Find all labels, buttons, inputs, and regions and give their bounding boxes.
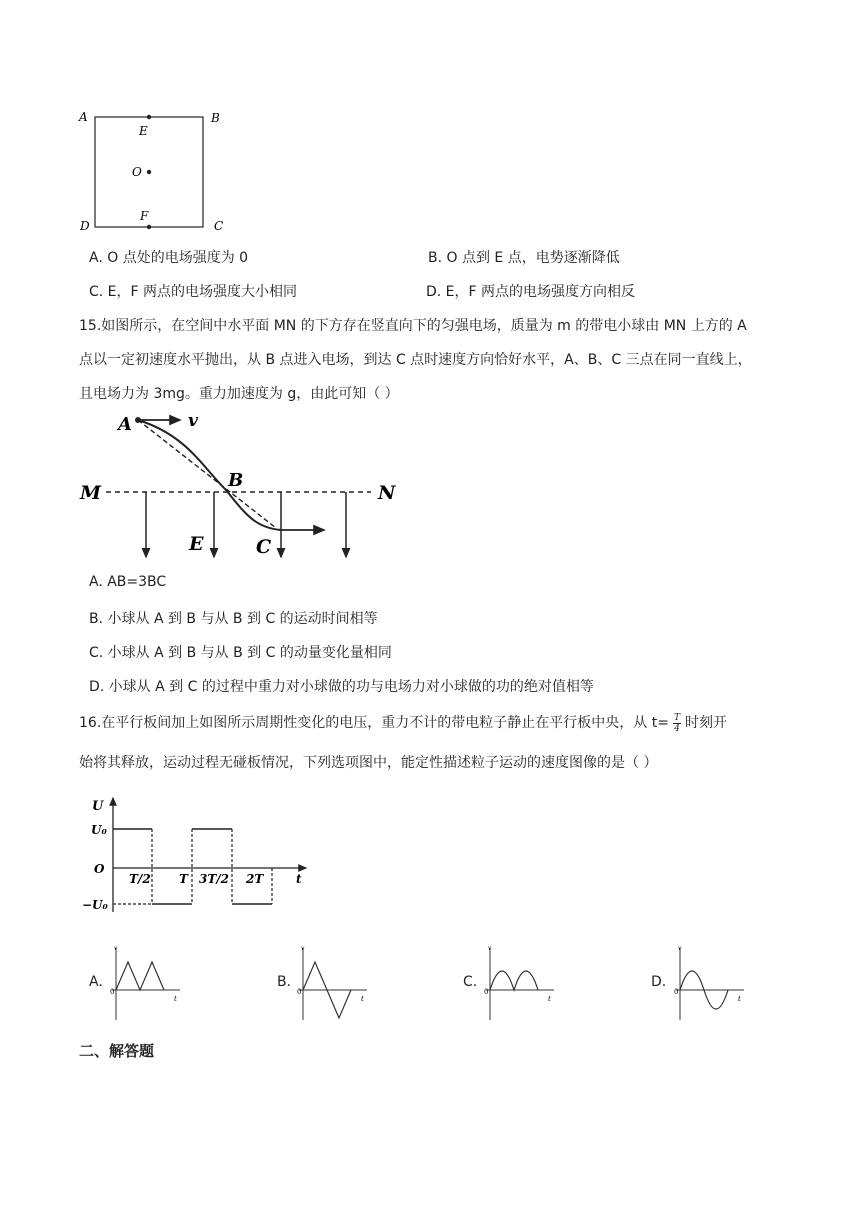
tick-t: T <box>179 872 188 886</box>
label-e: E <box>139 124 148 138</box>
voltage-graph <box>82 792 322 917</box>
q15-option-d: D. 小球从 A 到 C 的过程中重力对小球做的功与电场力对小球做的功的绝对值相等 <box>89 679 594 695</box>
axis-v: v <box>488 945 492 952</box>
q14-option-c: C. E，F 两点的电场强度大小相同 <box>89 284 298 300</box>
q16-line-1-prefix: 16.在平行板间加上如图所示周期性变化的电压，重力不计的带电粒子静止在平行板中央，从 t= <box>79 715 669 731</box>
axis-v: v <box>301 945 305 952</box>
q14-option-d: D. E，F 两点的电场强度方向相反 <box>426 284 636 300</box>
trajectory-figure <box>76 410 406 570</box>
fraction-t-over-4 <box>673 713 681 734</box>
origin-label: O <box>94 862 105 876</box>
axis-v: v <box>114 945 118 952</box>
axis-o: 0 <box>110 988 115 996</box>
q16-line-1 <box>79 710 727 736</box>
label-a: A <box>118 414 132 435</box>
label-m: M <box>80 482 102 504</box>
q15-option-b: B. 小球从 A 到 B 与从 B 到 C 的运动时间相等 <box>89 611 378 627</box>
q16-line-2: 始将其释放，运动过程无碰板情况，下列选项图中，能定性描述粒子运动的速度图像的是（ ） <box>79 755 658 771</box>
axis-t: t <box>548 995 551 1003</box>
option-b-graph <box>295 944 375 1024</box>
u0-label: U₀ <box>91 823 107 837</box>
label-f: F <box>140 209 149 223</box>
section-title: 二、解答题 <box>79 1042 155 1060</box>
q16-option-b-label: B. <box>277 974 292 990</box>
label-b: B <box>228 470 244 491</box>
q14-option-a: A. O 点处的电场强度为 0 <box>89 250 249 266</box>
label-d: D <box>80 219 90 233</box>
axis-o: 0 <box>297 988 302 996</box>
q16-option-a-label: A. <box>89 974 103 990</box>
axis-v: v <box>678 945 682 952</box>
tick-2t: 2T <box>246 872 264 886</box>
q16-line-1-suffix: 时刻开 <box>684 715 727 731</box>
q14-option-b: B. O 点到 E 点，电势逐渐降低 <box>428 250 620 266</box>
q16-option-c-label: C. <box>463 974 478 990</box>
x-axis-label: t <box>296 872 302 886</box>
q15-line-2: 点以一定初速度水平抛出，从 B 点进入电场，到达 C 点时速度方向恰好水平，A、B、C 三点在同一直线上， <box>79 352 752 368</box>
label-e: E <box>189 533 204 555</box>
axis-o: 0 <box>484 988 489 996</box>
label-n: N <box>378 482 396 504</box>
tick-t-half: T/2 <box>129 872 151 886</box>
label-b: B <box>211 111 220 125</box>
neg-u0-label: −U₀ <box>82 898 108 912</box>
q15-line-3: 且电场力为 3mg。重力加速度为 g，由此可知（ ） <box>79 386 399 402</box>
label-a: A <box>79 110 88 124</box>
y-axis-label: U <box>92 799 104 814</box>
axis-o: 0 <box>674 988 679 996</box>
q15-option-a: A. AB=3BC <box>89 574 167 590</box>
option-a-graph <box>108 944 188 1024</box>
label-o: O <box>132 165 142 179</box>
option-c-graph <box>482 944 562 1024</box>
label-v: v <box>188 411 198 431</box>
tick-3t-half: 3T/2 <box>199 872 230 886</box>
q15-line-1: 15.如图所示，在空间中水平面 MN 的下方存在竖直向下的匀强电场，质量为 m 的带电小球由 MN 上方的 A <box>79 318 747 334</box>
fraction-numerator: T <box>673 712 680 723</box>
q16-option-d-label: D. <box>651 974 667 990</box>
q15-option-c: C. 小球从 A 到 B 与从 B 到 C 的动量变化量相同 <box>89 645 392 661</box>
option-d-graph <box>672 944 752 1024</box>
axis-t: t <box>174 995 177 1003</box>
label-c: C <box>256 536 272 558</box>
label-c: C <box>214 219 224 233</box>
axis-t: t <box>361 995 364 1003</box>
axis-t: t <box>738 995 741 1003</box>
square-figure <box>70 104 230 234</box>
fraction-denominator: 4 <box>674 723 680 734</box>
